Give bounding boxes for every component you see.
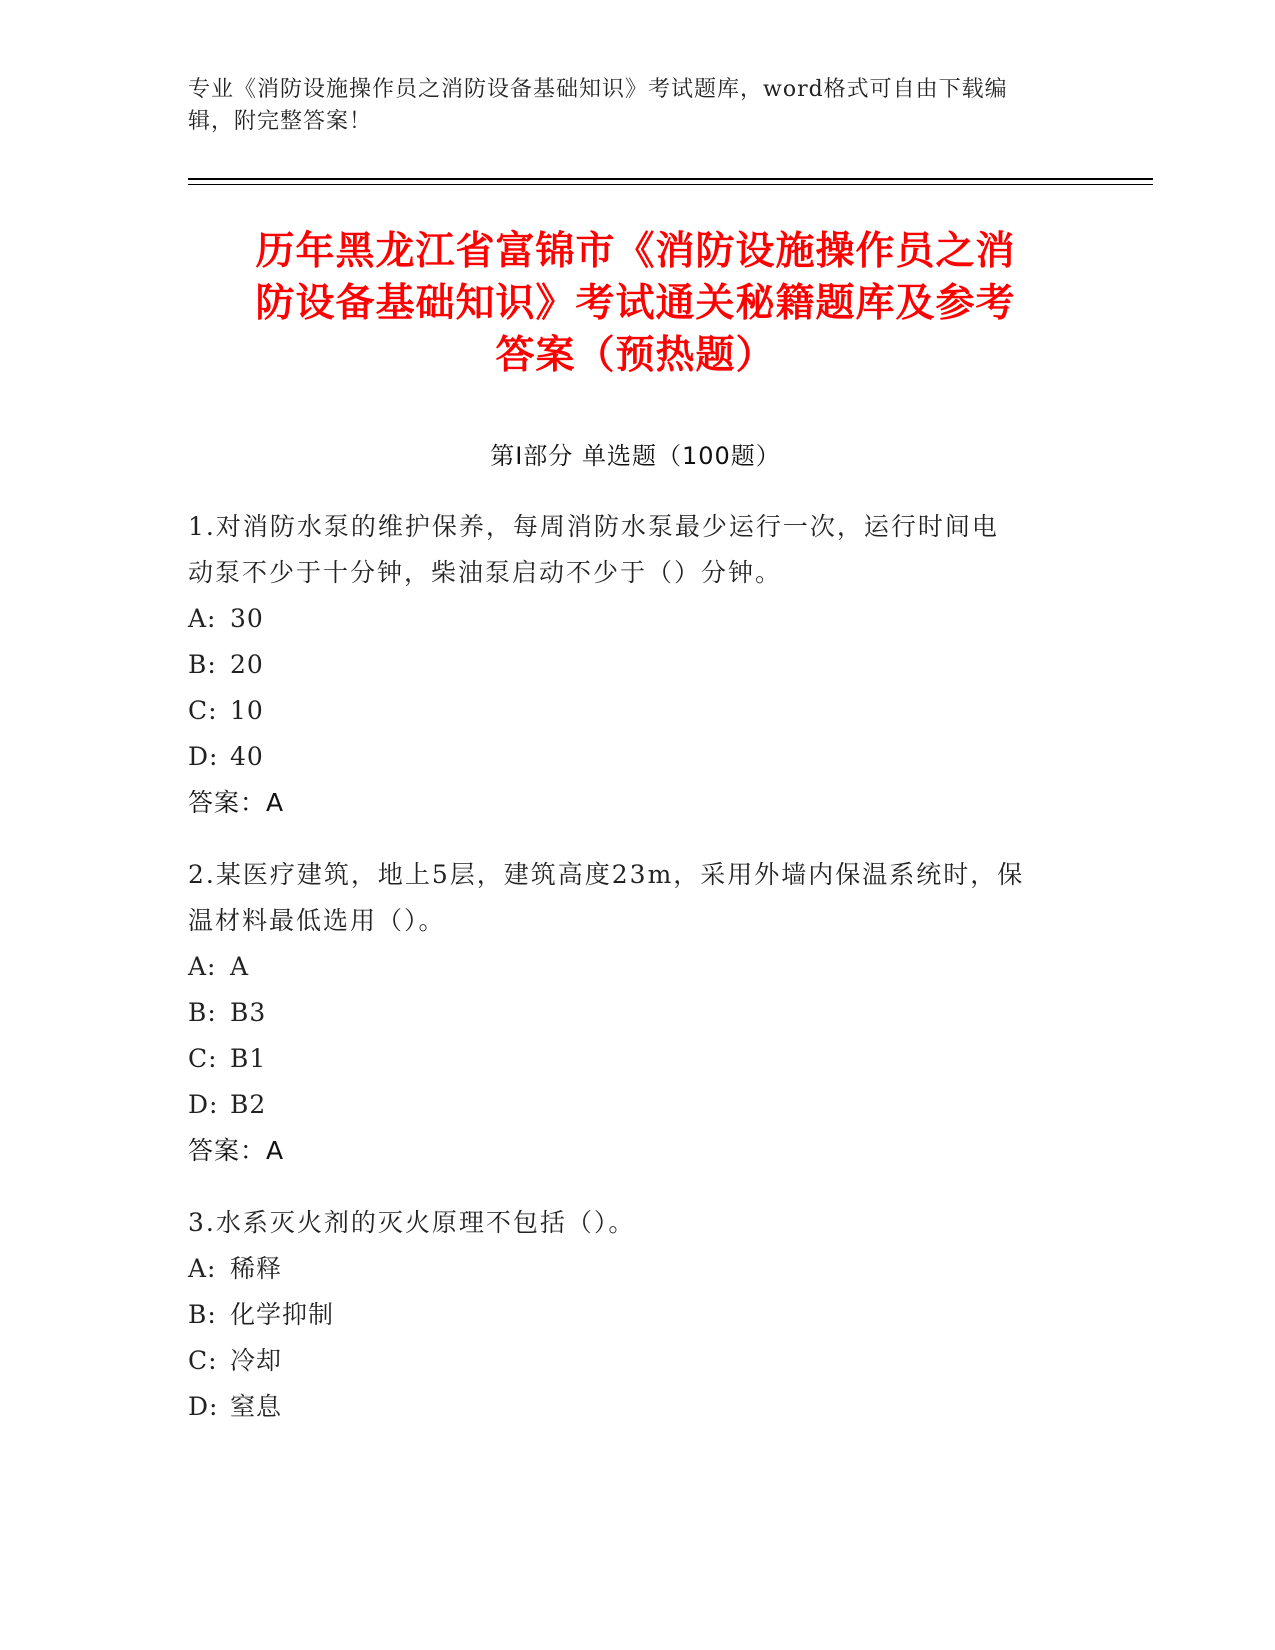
document-title-line-2: 防设备基础知识》考试通关秘籍题库及参考 <box>255 281 1016 326</box>
option-text: B1 <box>230 1044 267 1073</box>
option-letter: A: <box>188 1254 217 1283</box>
section-heading: 第Ⅰ部分 单选题（100题） <box>490 442 781 470</box>
option-letter: D: <box>188 1392 219 1421</box>
option-b <box>188 642 1088 688</box>
question-1 <box>188 504 1088 826</box>
question-2 <box>188 852 1088 1174</box>
option-d <box>188 1384 1088 1430</box>
option-d <box>188 734 1088 780</box>
question-stem <box>188 1200 1088 1246</box>
option-letter: D: <box>188 742 219 771</box>
option-d <box>188 1082 1088 1128</box>
option-letter: A: <box>188 604 217 633</box>
option-text: 20 <box>230 650 264 679</box>
option-text: B3 <box>230 998 267 1027</box>
option-text: 化学抑制 <box>230 1300 335 1329</box>
header-note <box>188 74 1068 138</box>
document-title-line-3: 答案（预热题） <box>495 333 776 378</box>
option-text: B2 <box>230 1090 267 1119</box>
option-letter: B: <box>188 998 217 1027</box>
option-letter: B: <box>188 1300 217 1329</box>
option-text: 10 <box>230 696 264 725</box>
option-letter: A: <box>188 952 217 981</box>
question-stem-line: 1.对消防水泵的维护保养，每周消防水泵最少运行一次，运行时间电 <box>188 512 999 541</box>
document-title <box>188 226 1083 382</box>
option-text: A <box>230 952 250 981</box>
option-text: 40 <box>230 742 264 771</box>
option-text: 窒息 <box>230 1392 283 1421</box>
option-a <box>188 944 1088 990</box>
option-letter: C: <box>188 1346 218 1375</box>
option-a <box>188 1246 1088 1292</box>
answer-line: 答案：A <box>188 1136 285 1165</box>
option-letter: D: <box>188 1090 219 1119</box>
answer-line: 答案：A <box>188 788 285 817</box>
option-c <box>188 1338 1088 1384</box>
option-letter: C: <box>188 696 218 725</box>
option-text: 30 <box>230 604 264 633</box>
header-note-line-1: 专业《消防设施操作员之消防设备基础知识》考试题库，word格式可自由下载编 <box>188 77 1008 102</box>
question-stem-line: 动泵不少于十分钟，柴油泵启动不少于（）分钟。 <box>188 558 783 587</box>
document-title-line-1: 历年黑龙江省富锦市《消防设施操作员之消 <box>255 229 1016 274</box>
option-c <box>188 1036 1088 1082</box>
option-text: 稀释 <box>230 1254 283 1283</box>
header-divider-thin <box>188 184 1153 185</box>
option-b <box>188 1292 1088 1338</box>
header-divider-thick <box>188 178 1153 180</box>
question-stem-line: 3.水系灭火剂的灭火原理不包括（）。 <box>188 1208 636 1237</box>
option-letter: C: <box>188 1044 218 1073</box>
question-stem <box>188 852 1088 944</box>
question-stem <box>188 504 1088 596</box>
question-stem-line: 温材料最低选用（）。 <box>188 906 446 935</box>
option-c <box>188 688 1088 734</box>
option-text: 冷却 <box>230 1346 283 1375</box>
question-stem-line: 2.某医疗建筑，地上5层，建筑高度23m，采用外墙内保温系统时，保 <box>188 860 1025 889</box>
option-b <box>188 990 1088 1036</box>
header-note-line-2: 辑，附完整答案！ <box>188 109 373 134</box>
question-3 <box>188 1200 1088 1430</box>
option-letter: B: <box>188 650 217 679</box>
option-a <box>188 596 1088 642</box>
